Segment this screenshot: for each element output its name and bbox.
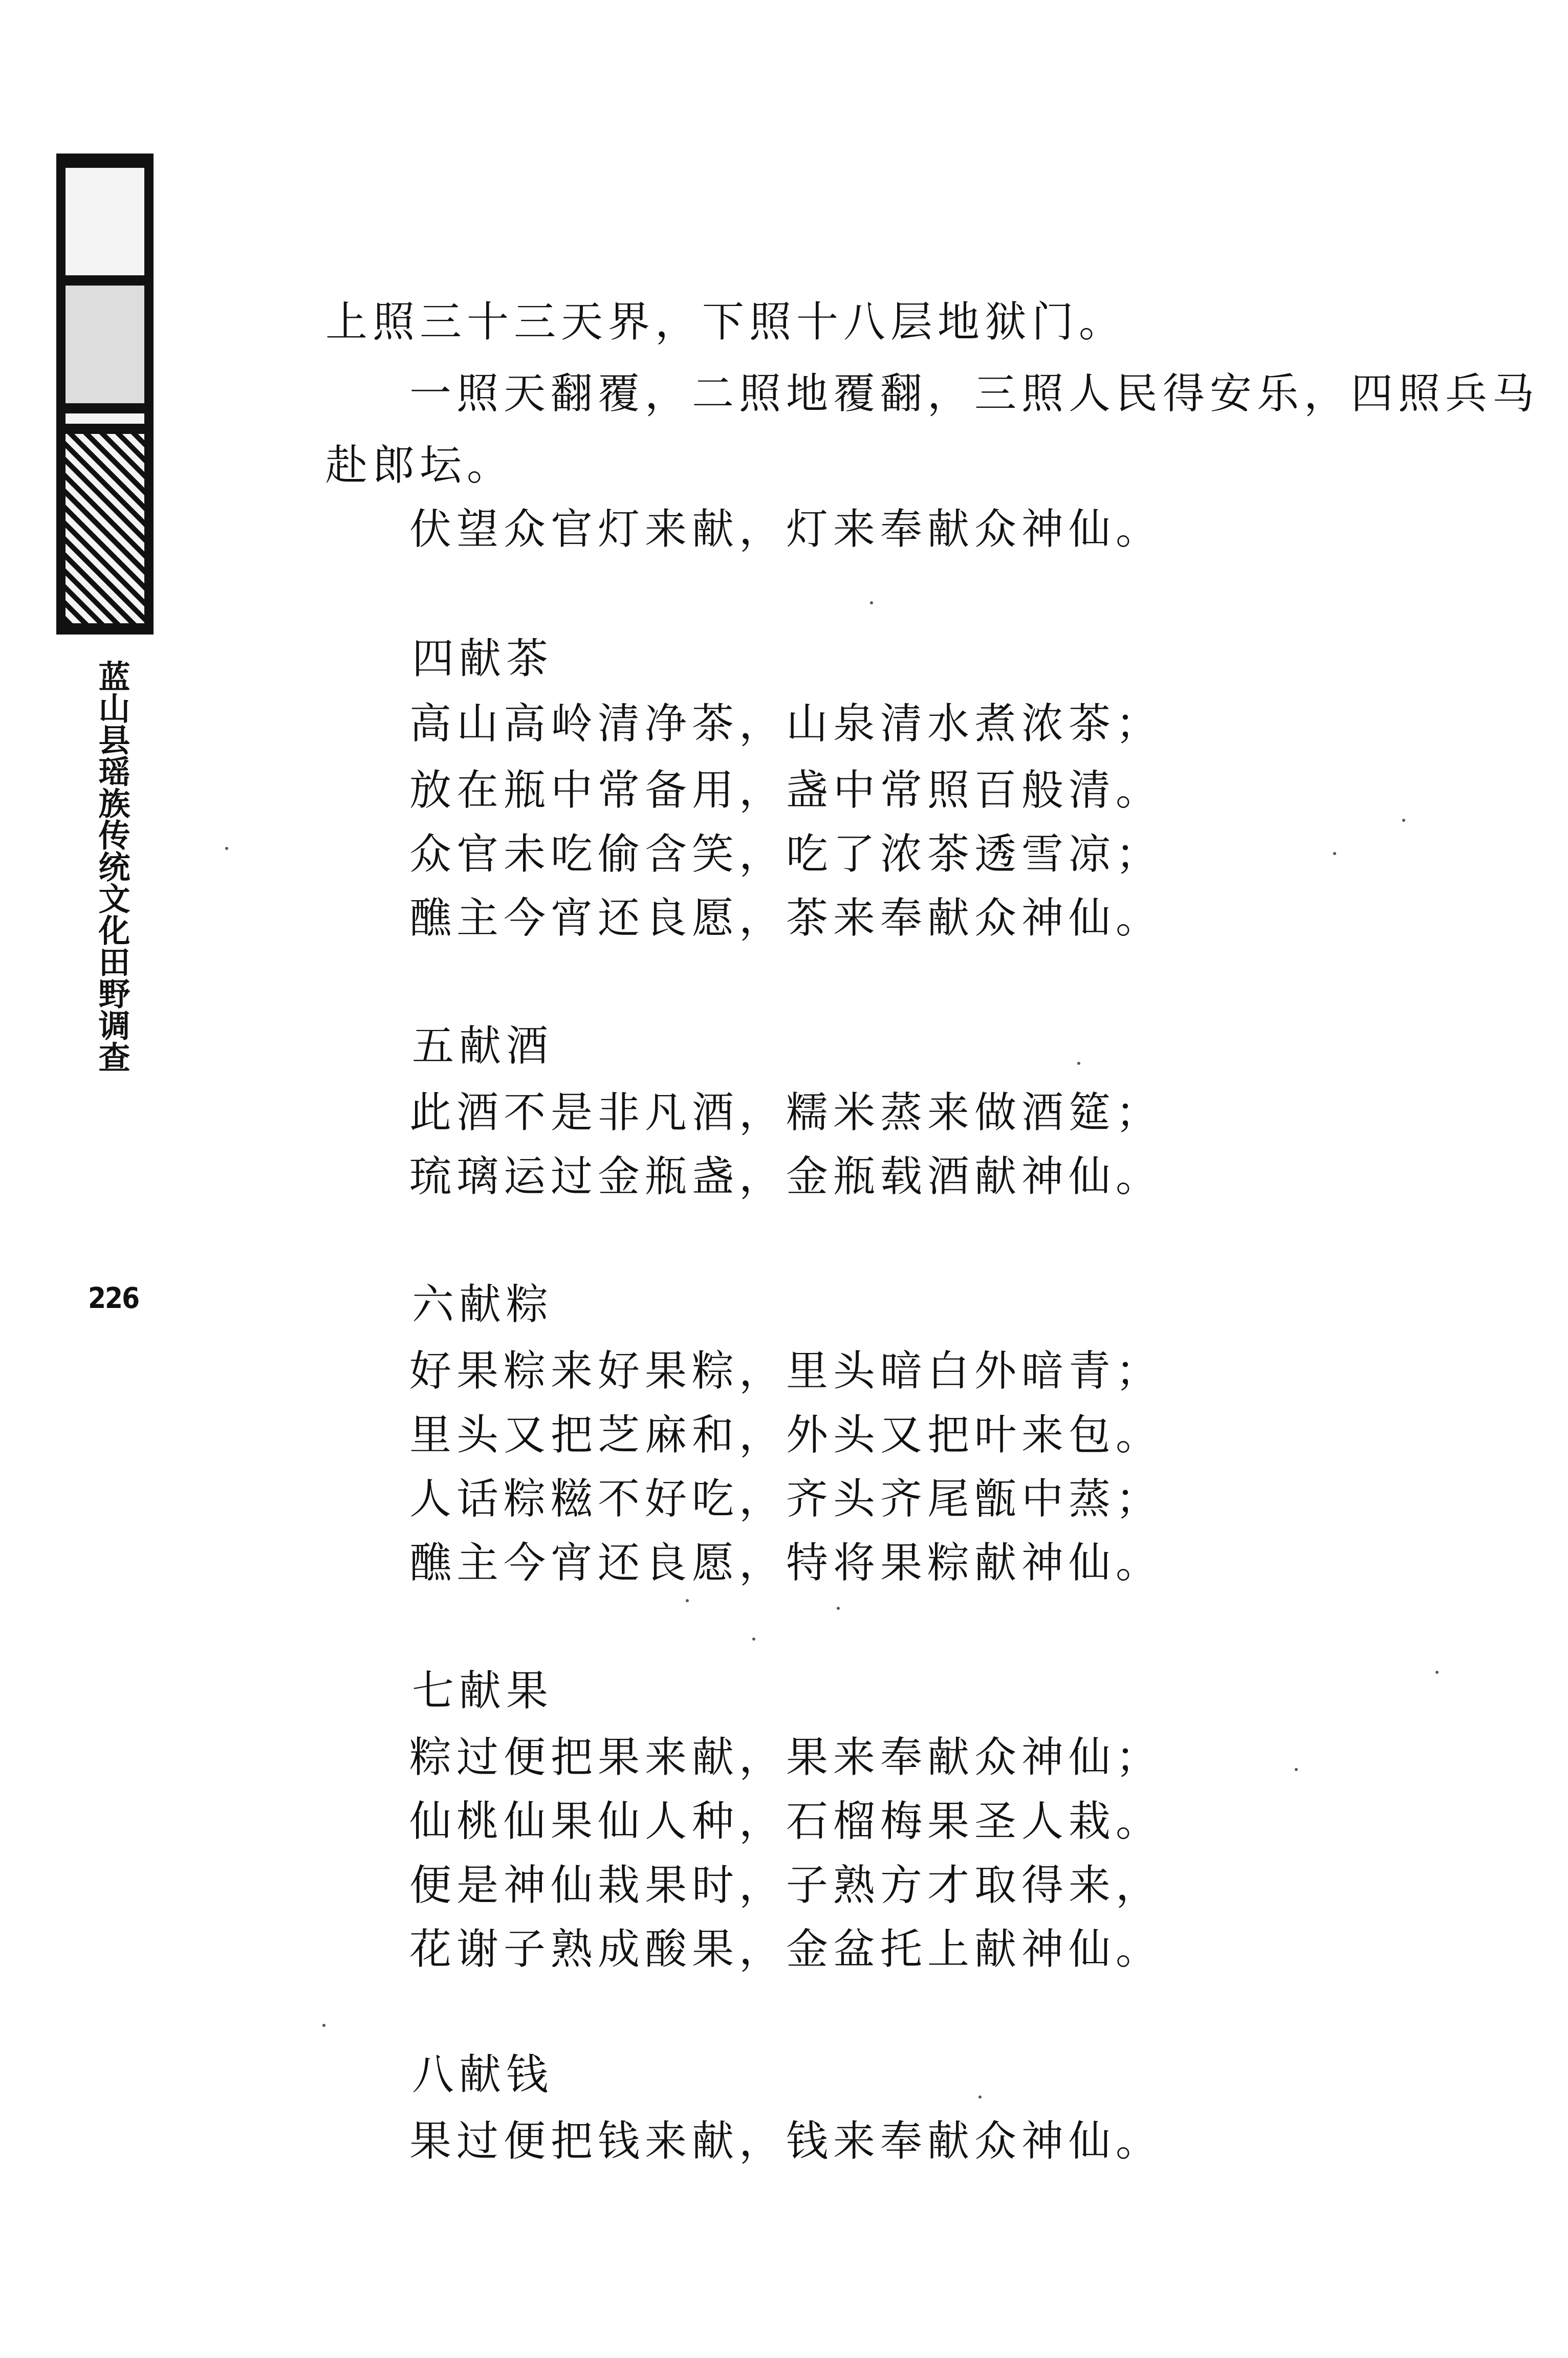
- verse-line: 花谢子熟成酸果，金盆托上献神仙。: [409, 1925, 1163, 1974]
- ornament-band-top: [66, 168, 144, 275]
- verse-line: 醮主今宵还良愿，茶来奉献众神仙。: [409, 894, 1163, 943]
- scan-speck: [1333, 852, 1336, 855]
- scan-speck: [686, 1599, 689, 1602]
- scan-speck: [978, 2095, 982, 2099]
- verse-line: 放在瓶中常备用，盏中常照百般清。: [409, 766, 1163, 815]
- section-heading: 七献果: [412, 1667, 554, 1715]
- intro-line: 赴郎坛。: [325, 441, 514, 490]
- verse-line: 人话粽糍不好吃，齐头齐尾甑中蒸；: [409, 1475, 1163, 1523]
- scan-speck: [1402, 819, 1405, 822]
- intro-line: 上照三十三天界，下照十八层地狱门。: [325, 298, 1126, 346]
- section-heading: 六献粽: [412, 1280, 554, 1329]
- verse-line: 琉璃运过金瓶盏，金瓶载酒献神仙。: [409, 1152, 1163, 1201]
- section-heading: 四献茶: [412, 635, 554, 683]
- section-heading: 八献钱: [412, 2050, 554, 2099]
- verse-line: 仙桃仙果仙人种，石榴梅果圣人栽。: [409, 1797, 1163, 1846]
- intro-line: 伏望众官灯来献，灯来奉献众神仙。: [409, 505, 1163, 554]
- spine-ornament: [56, 154, 154, 635]
- verse-line: 醮主今宵还良愿，特将果粽献神仙。: [409, 1539, 1163, 1587]
- ornament-band-mid: [66, 286, 144, 403]
- ornament-pattern: [66, 434, 144, 623]
- verse-line: 高山高岭清净茶，山泉清水煮浓茶；: [409, 700, 1163, 748]
- page-number: 226: [88, 1282, 139, 1315]
- scan-speck: [322, 2024, 325, 2027]
- verse-line: 此酒不是非凡酒，糯米蒸来做酒筵；: [409, 1088, 1163, 1137]
- scan-speck: [1295, 1768, 1298, 1771]
- scan-speck: [870, 601, 873, 604]
- verse-line: 粽过便把果来献，果来奉献众神仙；: [409, 1733, 1163, 1782]
- scan-speck: [1435, 1671, 1439, 1674]
- ornament-divider: [66, 413, 144, 424]
- scan-speck: [225, 847, 228, 850]
- scan-speck: [837, 1607, 840, 1610]
- section-heading: 五献酒: [412, 1022, 554, 1071]
- verse-line: 里头又把芝麻和，外头又把叶来包。: [409, 1411, 1163, 1459]
- verse-line: 众官未吃偷含笑，吃了浓茶透雪凉；: [409, 830, 1163, 879]
- scan-speck: [1077, 1062, 1080, 1065]
- verse-line: 好果粽来好果粽，里头暗白外暗青；: [409, 1347, 1163, 1395]
- running-head-title: 蓝山县瑶族传统文化田野调查: [93, 660, 130, 1073]
- scan-speck: [752, 1638, 755, 1641]
- verse-line: 便是神仙栽果时，子熟方才取得来，: [409, 1861, 1163, 1910]
- intro-line: 一照天翻覆，二照地覆翻，三照人民得安乐，四照兵马: [409, 369, 1540, 418]
- verse-line: 果过便把钱来献，钱来奉献众神仙。: [409, 2117, 1163, 2166]
